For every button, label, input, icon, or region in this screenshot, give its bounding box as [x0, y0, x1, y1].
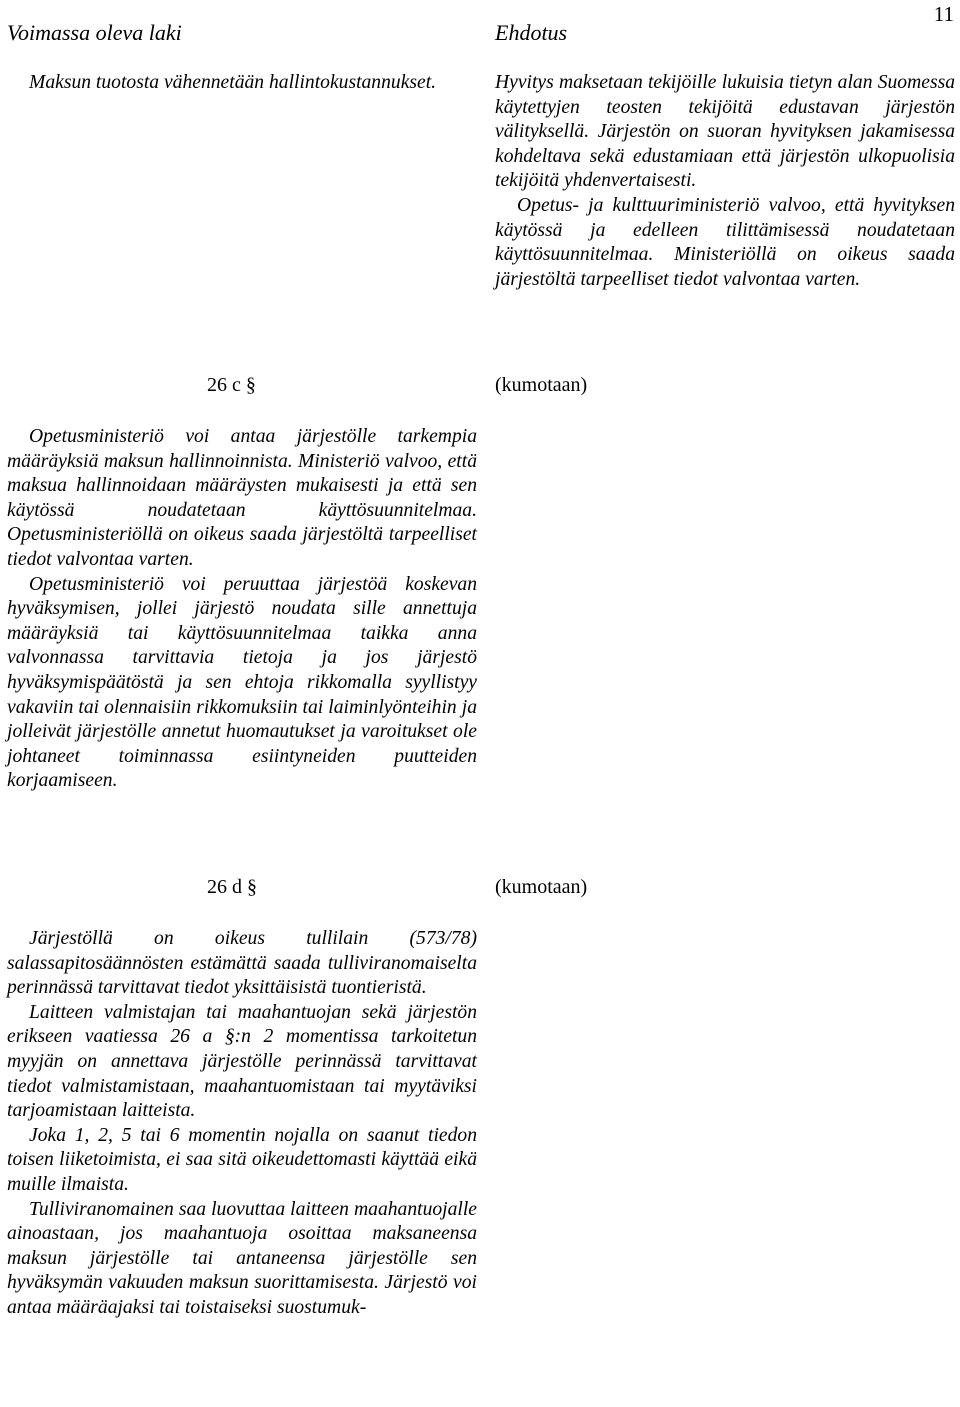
- section-heading-26c: 26 c §: [207, 374, 256, 396]
- section-26d-paragraph: Järjestöllä on oikeus tullilain (573/78) salassapitosäännösten estämättä saada tulliviranomaiselta perinnässä tarvittavat tiedot yksittäisistä tuontieristä.: [7, 928, 477, 999]
- repealed-label-26d: (kumotaan): [495, 876, 588, 898]
- left-top-paragraph: Maksun tuotosta vähennetään hallintokustannukset.: [29, 72, 437, 93]
- section-26d-paragraph: Laitteen valmistajan tai maahantuojan sekä järjestön erikseen vaatiessa 26 a §:n 2 momentissa tarkoitetun myyjän on annettava järjestölle perinnässä tarvittavat tiedot valmistamistaan, maahantuomistaan tai myytäviksi tarjoamistaan laitteista.: [7, 1001, 477, 1122]
- section-26c-paragraph: Opetusministeriö voi antaa järjestölle tarkempia määräyksiä maksun hallinnoinnista. Ministeriö valvoo, että maksua hallinnoidaan määräysten mukaisesti ja että sen käytössä noudatetaan käyttösuunnitelmaa. Opetusministeriöllä on oikeus saada järjestöltä tarpeelliset tiedot valvontaa varten.: [7, 426, 477, 570]
- section-heading-26d: 26 d §: [207, 876, 257, 898]
- right-top-paragraph: Opetus- ja kulttuuriministeriö valvoo, että hyvityksen käytössä ja edelleen tilittämisessä noudatetaan käyttösuunnitelmaa. Ministeriöllä on oikeus saada järjestöltä tarpeelliset tiedot valvontaa varten.: [495, 194, 955, 290]
- right-top-paragraph: Hyvitys maksetaan tekijöille lukuisia tietyn alan Suomessa käytettyjen teosten tekijöitä edustavan järjestön välityksellä. Järjestön on suoran hyvityksen jakamisessa kohdeltava sekä edustamiaan että järjestön ulkopuolisia tekijöitä yhdenvertaisesti.: [495, 72, 955, 192]
- left-top-block: [7, 71, 477, 96]
- right-top-block: [495, 71, 955, 292]
- column-header-proposal: Ehdotus: [495, 20, 568, 45]
- page-number: 11: [933, 2, 954, 26]
- section-26d-paragraph: Joka 1, 2, 5 tai 6 momentin nojalla on saanut tiedon toisen liiketoimista, ei saa sitä oikeudettomasti käyttää eikä muille ilmaista.: [7, 1124, 477, 1195]
- section-26d-body: [7, 927, 477, 1321]
- column-header-current-law: Voimassa oleva laki: [7, 20, 182, 45]
- repealed-label-26c: (kumotaan): [495, 374, 588, 396]
- section-26d-paragraph: Tulliviranomainen saa luovuttaa laitteen maahantuojalle ainoastaan, jos maahantuoja osoittaa maksaneensa maksun järjestölle tai antaneensa järjestölle sen hyväksymän vakuuden maksun suorittamisesta. Järjestö voi antaa määräajaksi tai toistaiseksi suostumuk-: [7, 1198, 477, 1318]
- section-26c-body: [7, 425, 477, 794]
- section-26c-paragraph: Opetusministeriö voi peruuttaa järjestöä koskevan hyväksymisen, jollei järjestö noudata sille annettuja määräyksiä tai käyttösuunnitelmaa taikka anna valvonnassa tarvittavia tietoja ja jos järjestö hyväksymispäätöstä ja sen ehtoja rikkomalla syyllistyy vakaviin tai olennaisiin rikkomuksiin tai laiminlyönteihin ja jolleivät järjestölle annetut huomautukset ja varoitukset ole johtaneet toiminnassa esiintyneiden puutteiden korjaamiseen.: [7, 573, 477, 792]
